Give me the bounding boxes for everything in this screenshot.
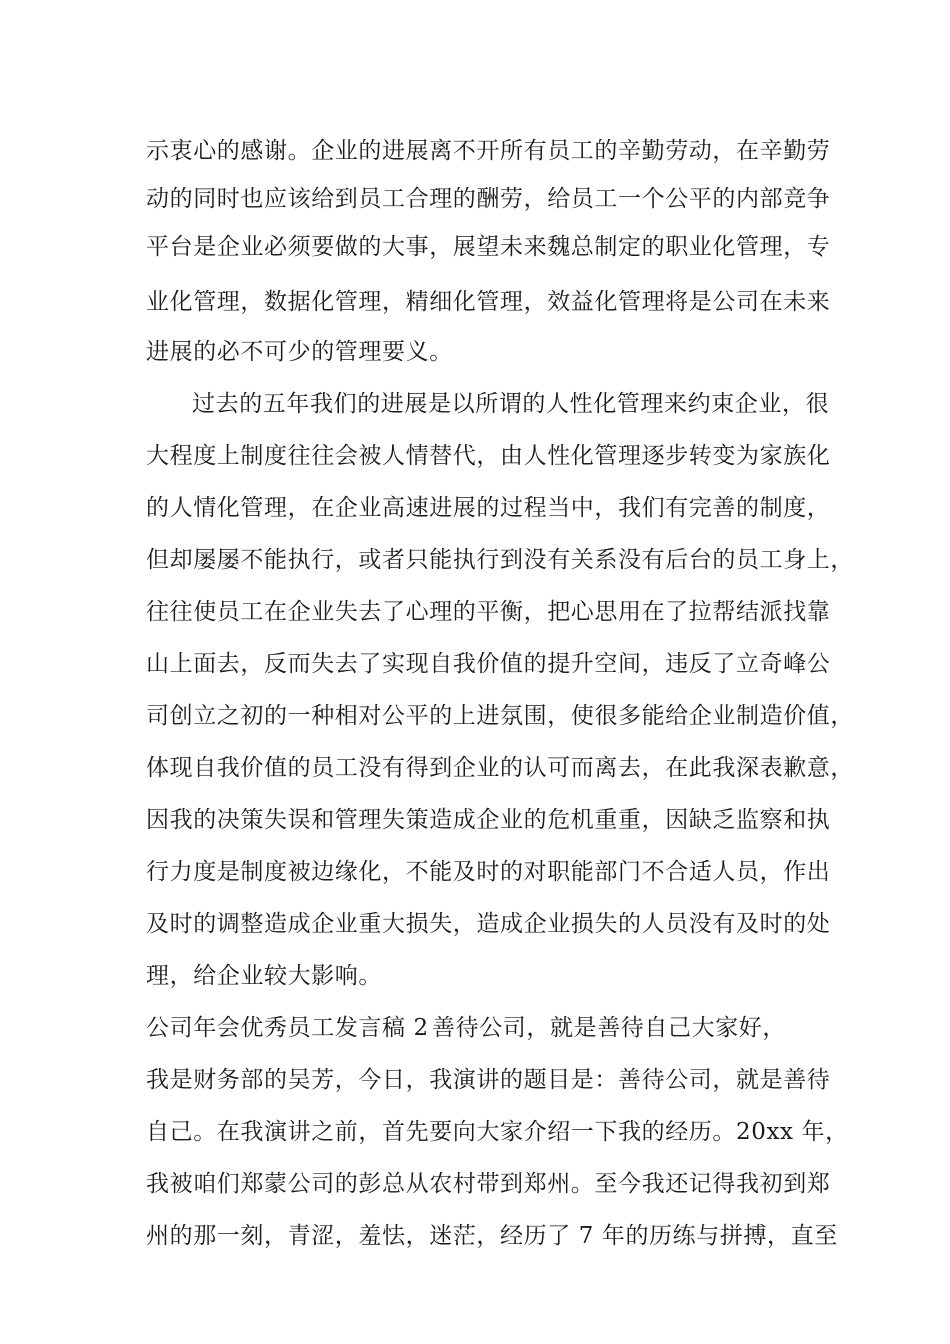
text-line: 业化管理，数据化管理，精细化管理，效益化管理将是公司在未来 [146, 289, 831, 315]
text-line: 的人情化管理，在企业高速进展的过程当中，我们有完善的制度， [146, 495, 831, 521]
text-line: 司创立之初的一种相对公平的上进氛围，使很多能给企业制造价值， [146, 703, 854, 729]
text-line: 及时的调整造成企业重大损失，造成企业损失的人员没有及时的处 [146, 911, 831, 937]
text-line: 体现自我价值的员工没有得到企业的认可而离去，在此我深表歉意， [146, 755, 854, 781]
text-line: 大程度上制度往往会被人情替代，由人性化管理逐步转变为家族化 [146, 443, 831, 469]
text-line: 我是财务部的吴芳，今日，我演讲的题目是：善待公司，就是善待 [146, 1067, 831, 1093]
text-line: 平台是企业必须要做的大事，展望未来魏总制定的职业化管理，专 [146, 234, 831, 260]
text-line: 行力度是制度被边缘化，不能及时的对职能部门不合适人员，作出 [146, 859, 831, 885]
section-heading: 公司年会优秀员工发言稿 2 [146, 1015, 429, 1041]
text-line: 善待公司，就是善待自己大家好， [432, 1015, 786, 1041]
text-line: 往往使员工在企业失去了心理的平衡，把心思用在了拉帮结派找靠 [146, 599, 831, 625]
text-line: 示衷心的感谢。企业的进展离不开所有员工的辛勤劳动，在辛勤劳 [146, 138, 831, 164]
text-line: 我被咱们郑蒙公司的彭总从农村带到郑州。至今我还记得我初到郑 [146, 1171, 831, 1197]
paragraph-start-line: 过去的五年我们的进展是以所谓的人性化管理来约束企业，很 [192, 391, 830, 417]
text-line: 但却屡屡不能执行，或者只能执行到没有关系没有后台的员工身上， [146, 547, 854, 573]
text-line: 州的那一刻，青涩，羞怯，迷茫，经历了 7 年的历练与拼搏，直至 [146, 1223, 838, 1249]
text-line: 山上面去，反而失去了实现自我价值的提升空间，违反了立奇峰公 [146, 651, 831, 677]
text-line: 进展的必不可少的管理要义。 [146, 339, 453, 365]
text-line: 自己。在我演讲之前，首先要向大家介绍一下我的经历。20xx 年， [146, 1119, 849, 1145]
text-line: 因我的决策失误和管理失策造成企业的危机重重，因缺乏监察和执 [146, 807, 831, 833]
text-line: 动的同时也应该给到员工合理的酬劳，给员工一个公平的内部竞争 [146, 186, 831, 212]
text-line: 理，给企业较大影响。 [146, 963, 382, 989]
